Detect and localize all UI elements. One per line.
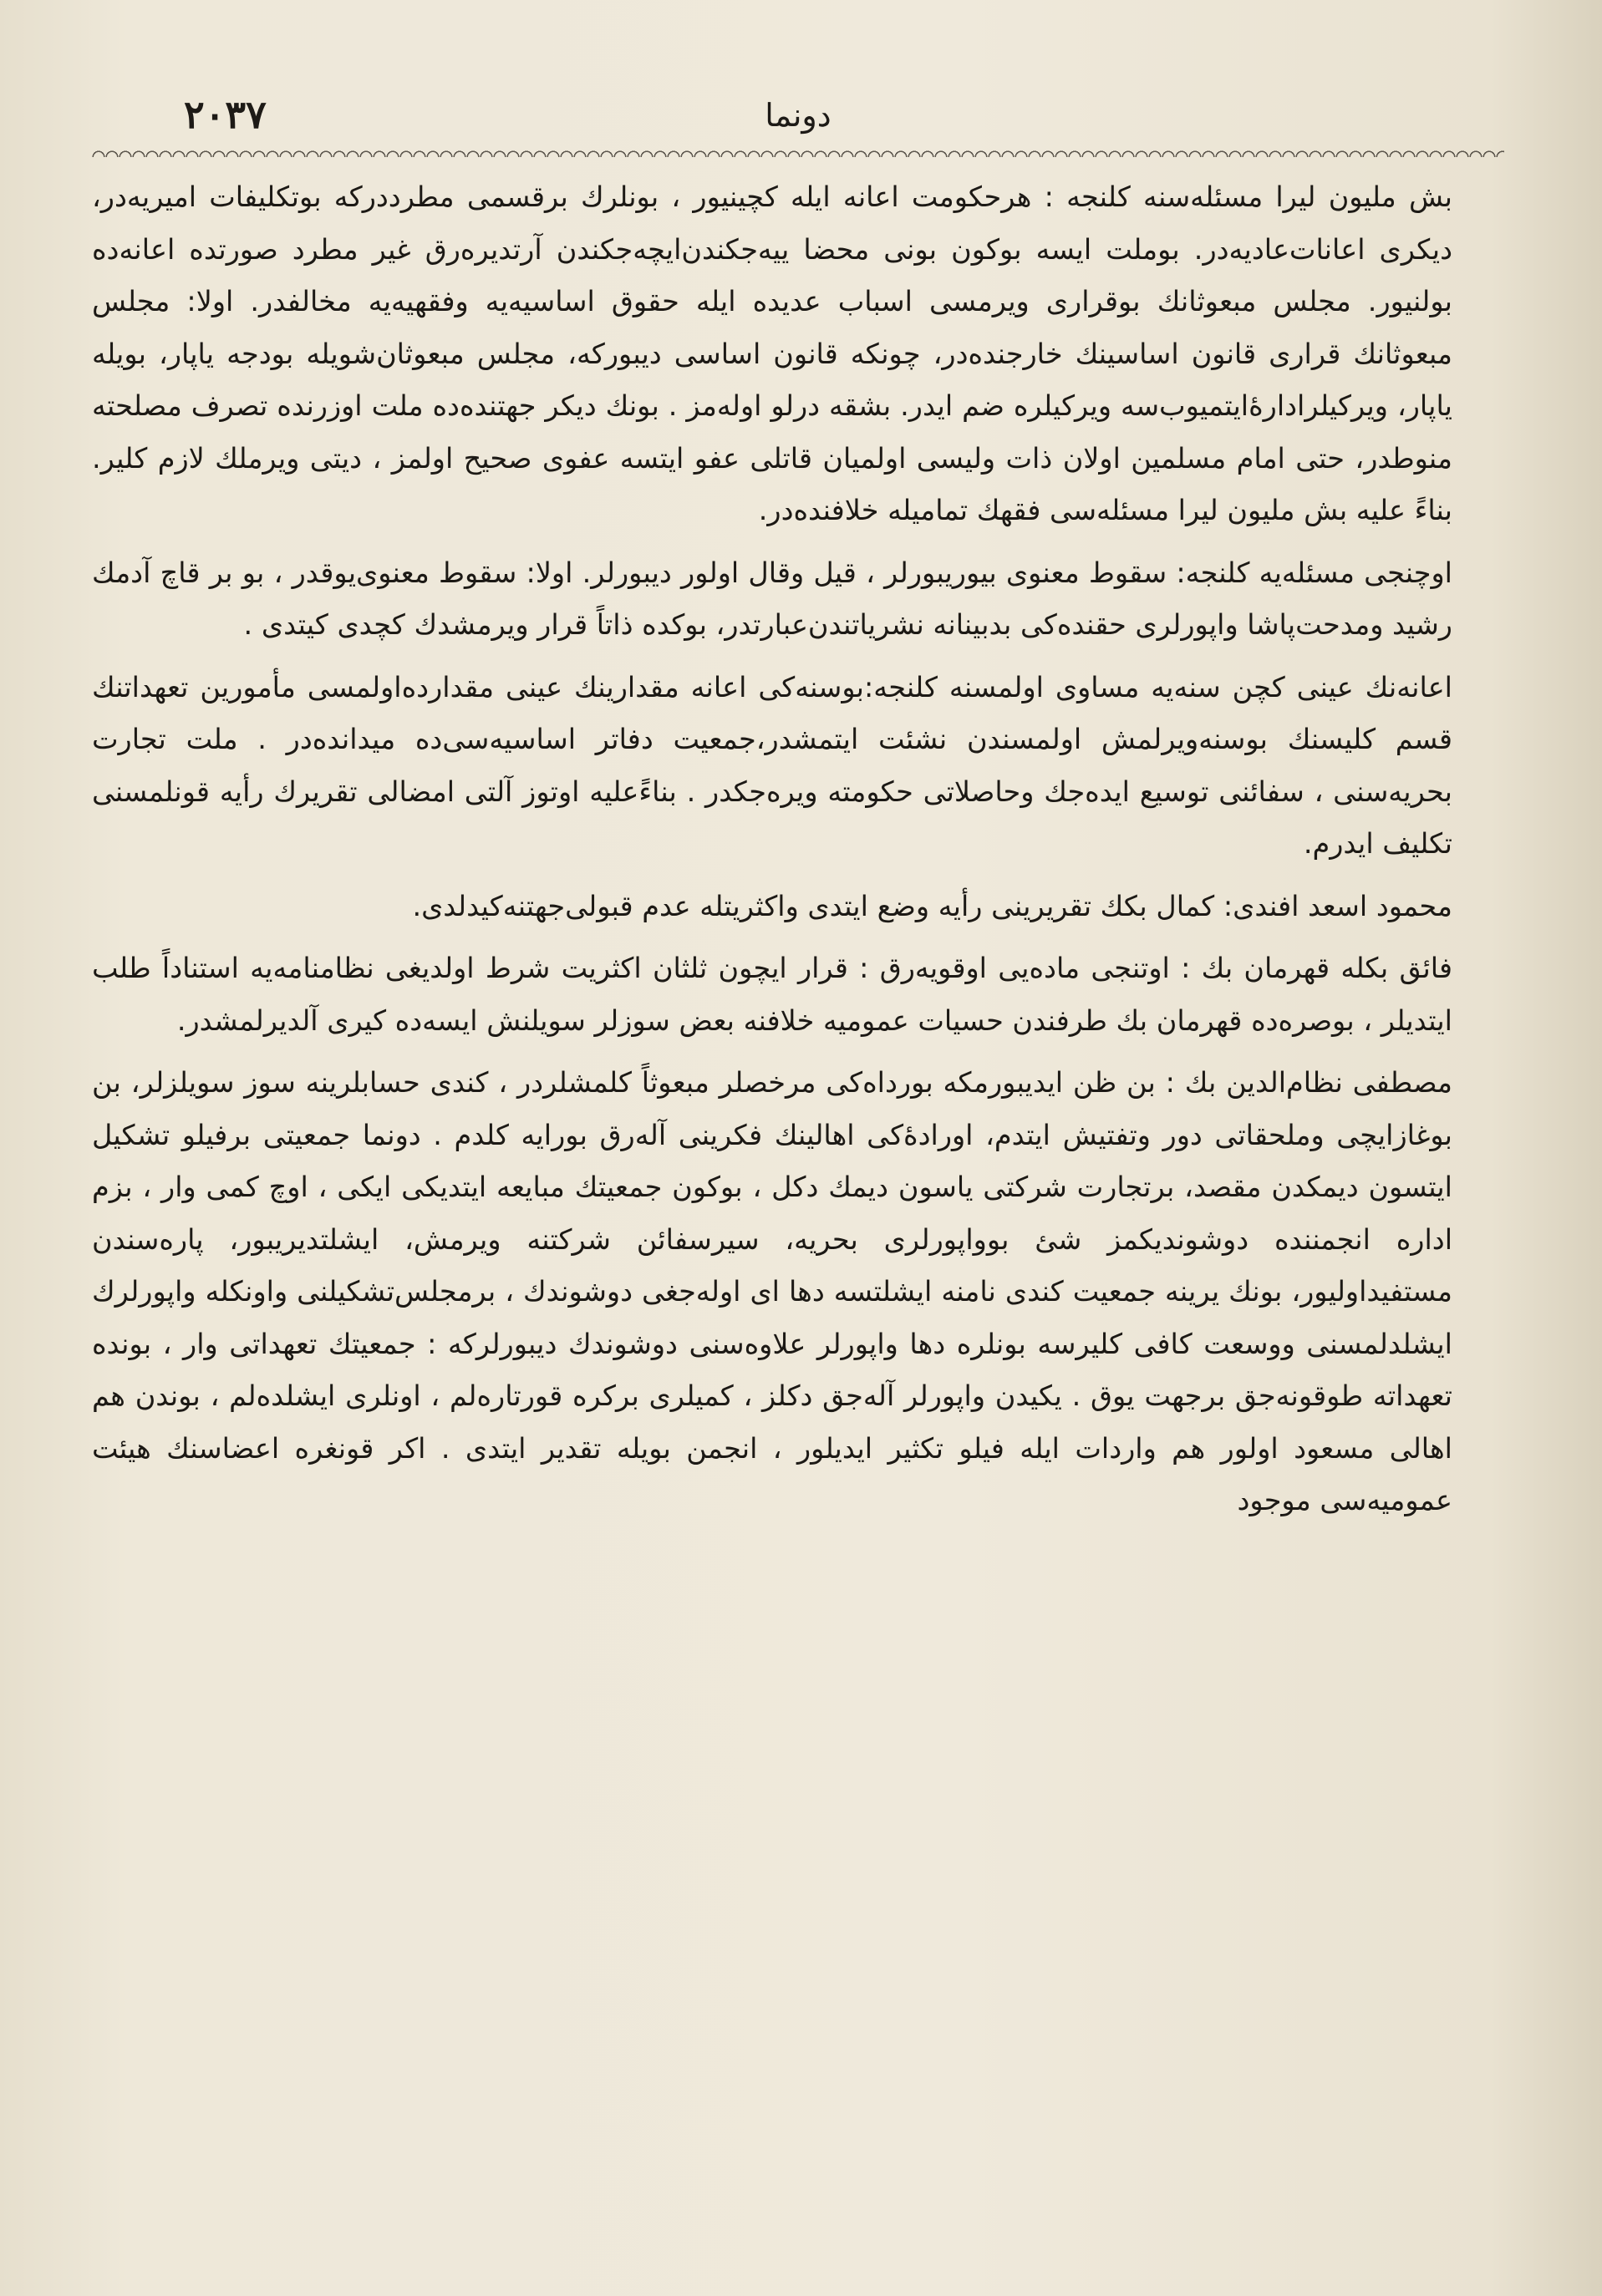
paragraph-aid-equal-last-year: اعانه‌نك عينى كچن سنه‌يه مساوى اولمسنه كلنجه:بوسنه‌كى اعانه مقدارينك عينى مقدارده‌اولمسى مأمورين تعهداتنك قسم كليسنك بوسنه‌ويرلمش اولمسندن نشئت ايتمشدر،جمعيت دفاتر اساسيه‌سى‌ده ميدانده‌در . ملت تجارت بحريه‌سنى ، سفائنى توسيع ايده‌جك وحاصلاتى حكومته ويره‌جكدر . بناءً‌عليه اوتوز آلتى امضالى تقريرك رأيه قونلمسنى تكليف ايدرم. xyxy=(92,670,1452,860)
header-wavy-rule xyxy=(92,149,1504,157)
paragraph-five-million-lira: بش مليون ليرا مسئله‌سنه كلنجه : هرحكومت اعانه ايله كچينيور ، بونلرك برقسمى مطرددركه بوتكليفات اميريه‌در، ديكرى اعانات‌عاديه‌در. بوملت ايسه بوكون بونى محضا ييه‌جكندن‌ايچه‌جكندن آرتديره‌رق غير مطرد صورتده اعانه‌ده بولنيور. مجلس مبعوثانك بوقرارى ويرمسى اسباب عديده ايله حقوق اساسيه‌يه وفقهيه‌يه مخالفدر. اولا: مجلس مبعوثانك قرارى قانون اساسينك خارجنده‌در، چونكه قانون اساسى ديبوركه، مجلس مبعوثان‌شويله بودجه ياپار، بويله ياپار، ويركيلرادارهٔ‌ايتميوب‌سه ويركيلره ضم ايدر. بشقه درلو اوله‌مز . بونك ديكر جهتنده‌ده ملت اوزرنده تصرف مصلحته منوطدر، حتى امام مسلمين اولان ذات وليسى اولميان قاتلى عفو ايتسه عفوى صحيح اولمز ، ديتى ويرملك لازم كلير. بناءً عليه بش مليون ليرا مسئله‌سى فقهك تماميله خلافنده‌در. xyxy=(92,180,1452,526)
paragraph-mahmud-esad-efendi: محمود اسعد افندى: كمال بكك تقريرينى رأيه وضع ايتدى واكثريتله عدم قبولى‌جهتنه‌كيدلدى. xyxy=(412,889,1452,922)
document-body xyxy=(92,171,1504,1537)
paragraph-third-question: اوچنجى مسئله‌يه كلنجه: سقوط معنوى بيوريبورلر ، قيل وقال اولور ديبورلر. اولا: سقوط معنوى‌يوقدر ، بو بر قاچ آدمك رشيد ومدحت‌پاشا واپورلرى حقنده‌كى بدبينانه نشرياتندن‌عبارتدر، بوكده ذاتاً قرار ويرمشدك كچدى كيتدى . xyxy=(92,556,1452,641)
page-number: ٢٠٣٧ xyxy=(184,92,267,137)
page-header xyxy=(92,92,1504,142)
paragraph-mustafa-nizameddin-bey: مصطفى نظام‌الدين بك : بن ظن ايديبورمكه بورداه‌كى مرخصلر مبعوثاً كلمشلردر ، كندى حسابلرينه سوز سويلزلر، بن بوغازايچى وملحقاتى دور وتفتيش ايتدم، اورادهٔ‌كى اهالينك فكرينى آله‌رق بورايه كلدم . دونما جمعيتى برفيلو تشكيل ايتسون ديمكدن مقصد، برتجارت شركتى ياسون ديمك دكل ، بوكون جمعيتك مبايعه ايتديكى ايكى ، اوچ كمى وار ، بزم اداره انجمننده دوشونديكمز شئ بوواپورلرى بحريه، سيرسفائن شركتنه ويرمش، ايشلتديريبور، پاره‌سندن مستفيداوليور، بونك يرينه جمعيت كندى نامنه ايشلتسه دها اى اوله‌جغى دوشوندك ، برمجلس‌تشكيلنى واونكله واپورلرك ايشلدلمسنى ووسعت كافى كليرسه بونلره دها واپورلر علاوه‌سنى دوشوندك ديبورلركه : جمعيتك تعهداتى وار ، بونده تعهداته طوقونه‌جق برجهت يوق . يكيدن واپورلر آله‌جق دكلز ، كميلرى بركره قورتاره‌لم ، اونلرى ايشلده‌لم ، بوندن هم اهالى مسعود اولور هم واردات ايله فيلو تكثير ايديلور ، انجمن بويله تقدير ايتدى . اكر قونغره اعضاسنك هيئت عموميه‌سى موجود xyxy=(92,1066,1452,1516)
running-title: دونما xyxy=(765,97,832,134)
paragraph-faik-bey-kahraman-bey: فائق بكله قهرمان بك : اوتنجى ماده‌يى اوقويه‌رق : قرار ايچون ثلثان اكثريت شرط اولديغى نظامنامه‌يه استناداً طلب ايتديلر ، بوصره‌ده قهرمان بك طرفندن حسيات عموميه خلافنه بعض سوزلر سويلنش ايسه‌ده كيرى آلديرلمشدر. xyxy=(92,952,1452,1037)
